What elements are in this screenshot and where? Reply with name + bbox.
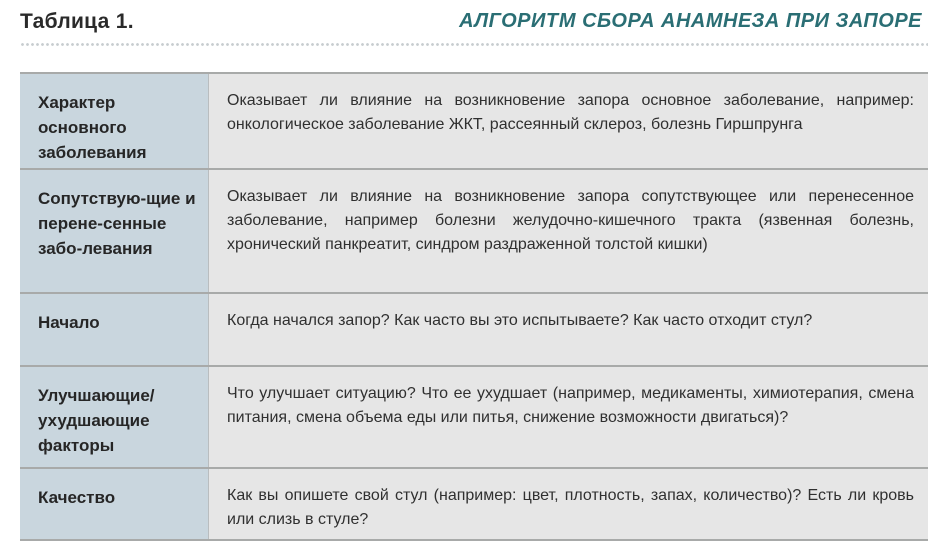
row-description: Когда начался запор? Как часто вы это испытываете? Как часто отходит стул? xyxy=(208,294,928,365)
table-title: АЛГОРИТМ СБОРА АНАМНЕЗА ПРИ ЗАПОРЕ xyxy=(459,10,922,32)
row-description: Оказывает ли влияние на возникновение запора сопутствующее или перенесенное заболевание, например болезни желудочно-кишечного тракта (язвенная болезнь, хронический панкреатит, синдром раздраженной толстой кишки) xyxy=(208,170,928,292)
table-row xyxy=(20,72,928,170)
table-number: Таблица 1. xyxy=(20,10,134,33)
row-category: Качество xyxy=(20,469,208,539)
row-description: Как вы опишете свой стул (например: цвет, плотность, запах, количество)? Есть ли кровь или слизь в стуле? xyxy=(208,469,928,539)
row-description: Оказывает ли влияние на возникновение запора основное заболевание, например: онкологическое заболевание ЖКТ, рассеянный склероз, болезнь Гиршпрунга xyxy=(208,74,928,168)
table-row xyxy=(20,170,928,294)
row-category: Улучшающие/ ухудшающие факторы xyxy=(20,367,208,467)
row-category: Характер основного заболевания xyxy=(20,74,208,168)
row-description: Что улучшает ситуацию? Что ее ухудшает (например, медикаменты, химиотерапия, смена питания, смена объема еды или питья, снижение возможности двигаться)? xyxy=(208,367,928,467)
table-row xyxy=(20,367,928,469)
table-row xyxy=(20,294,928,367)
row-category: Сопутствую-щие и перене-сенные забо-левания xyxy=(20,170,208,292)
anamnesis-table xyxy=(20,72,928,541)
dotted-divider xyxy=(20,42,928,47)
row-category: Начало xyxy=(20,294,208,365)
table-row xyxy=(20,469,928,541)
